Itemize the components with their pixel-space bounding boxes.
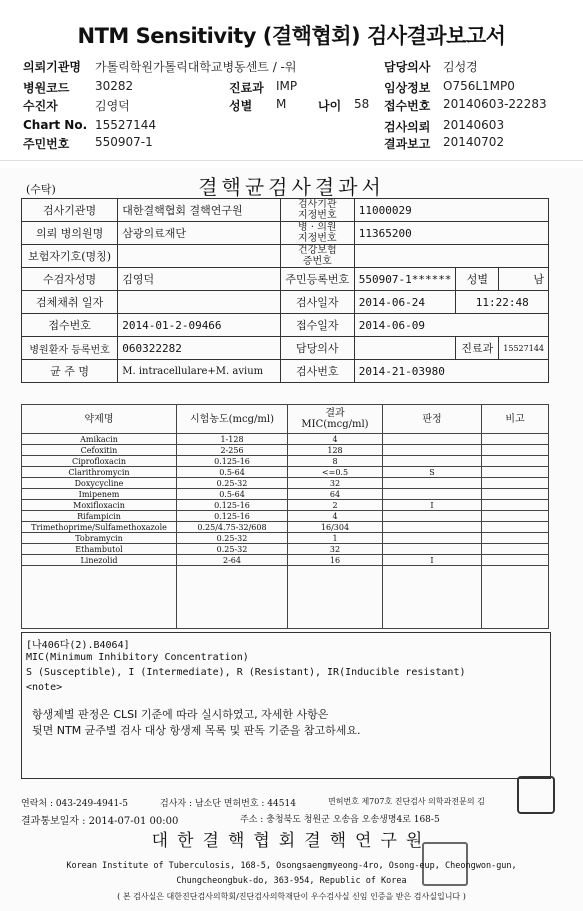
col-drug: 약제명 xyxy=(22,405,177,434)
age-label: 나이 xyxy=(318,99,342,113)
drug-judge xyxy=(383,489,482,500)
drug-judge xyxy=(383,544,482,555)
health-label: 건강보험 증번호 xyxy=(280,245,354,268)
drug-note xyxy=(482,500,549,511)
drug-mic: 8 xyxy=(288,456,383,467)
note-tag: <note> xyxy=(26,682,63,693)
drug-row xyxy=(22,555,549,566)
doctor-cell-value xyxy=(354,337,456,360)
request-value: 20140603 xyxy=(443,118,505,132)
footer-address: 주소 : 충청북도 청원군 오송읍 오송생명4로 168-5 xyxy=(240,815,440,825)
col-note: 비고 xyxy=(482,405,549,434)
agency-no-value: 11000029 xyxy=(354,199,548,222)
drug-row xyxy=(22,467,549,478)
drug-note xyxy=(482,544,549,555)
drug-note xyxy=(482,478,549,489)
drug-row xyxy=(22,500,549,511)
species-value: M. intracellulare+M. avium xyxy=(118,360,281,383)
header-dept xyxy=(229,79,298,96)
header-rrn xyxy=(23,135,153,152)
test-no-value: 2014-21-03980 xyxy=(354,360,548,383)
drug-name: Tobramycin xyxy=(22,533,177,544)
note-line2: 뒷면 NTM 균주별 검사 대상 항생제 목록 및 판독 기준을 참고하세요. xyxy=(32,724,361,737)
drug-conc: 0.5-64 xyxy=(177,467,288,478)
drug-note xyxy=(482,467,549,478)
drug-name: Trimethoprime/Sulfamethoxazole xyxy=(22,522,177,533)
drug-name: Doxycycline xyxy=(22,478,177,489)
agency-no-label: 검사기관 지정번호 xyxy=(280,199,354,222)
drug-name: Amikacin xyxy=(22,434,177,445)
header-clinical xyxy=(384,79,515,96)
drug-mic: 128 xyxy=(288,445,383,456)
drug-note xyxy=(482,445,549,456)
agency-label: 의뢰기관명 xyxy=(23,60,81,74)
doctor-label: 담당의사 xyxy=(384,60,431,74)
patient-value: 김영덕 xyxy=(95,99,130,113)
info-table xyxy=(21,198,549,383)
req-no-label: 병 · 의원 지정번호 xyxy=(280,222,354,245)
collect-label: 검체채취 일자 xyxy=(22,291,118,314)
drug-name: Imipenem xyxy=(22,489,177,500)
drug-name: Rifampicin xyxy=(22,511,177,522)
drug-mic: 16 xyxy=(288,555,383,566)
receipt-value: 20140603-22283 xyxy=(443,97,547,111)
drug-conc: 1-128 xyxy=(177,434,288,445)
drug-mic: 1 xyxy=(288,533,383,544)
footer-org-en2: Chungcheongbuk-do, 363-954, Republic of Korea xyxy=(176,876,407,886)
drug-row xyxy=(22,544,549,555)
header-receipt xyxy=(384,97,547,114)
drug-judge xyxy=(383,522,482,533)
doctor-value: 김성경 xyxy=(443,60,478,74)
sex-cell-value: 남 xyxy=(499,268,549,291)
drug-note xyxy=(482,555,549,566)
drug-conc: 2-64 xyxy=(177,555,288,566)
footer-org-ko: 대한결핵협회결핵연구원 xyxy=(151,831,432,851)
collect-value xyxy=(118,291,281,314)
header-age xyxy=(318,97,370,114)
drug-judge xyxy=(383,434,482,445)
dept-cell-value: 15527144 xyxy=(499,337,549,360)
patient-label: 수진자 xyxy=(23,99,58,113)
clinical-label: 임상정보 xyxy=(384,81,431,95)
clinical-value: O756L1MP0 xyxy=(443,79,515,93)
doctor-cell-label: 담당의사 xyxy=(280,337,354,360)
drug-judge: S xyxy=(383,467,482,478)
header-result xyxy=(384,135,505,152)
drug-judge xyxy=(383,511,482,522)
test-date-label: 검사일자 xyxy=(280,291,354,314)
drug-conc: 0.25/4.75-32/608 xyxy=(177,522,288,533)
dept-value: IMP xyxy=(276,79,298,93)
drug-note xyxy=(482,533,549,544)
drug-mic: 32 xyxy=(288,544,383,555)
test-time-value: 11:22:48 xyxy=(456,291,549,314)
rrn-cell-value: 550907-1****** xyxy=(354,268,456,291)
note-mic: MIC(Minimum Inhibitory Concentration) xyxy=(26,652,249,663)
dept-cell-label: 진료과 xyxy=(456,337,499,360)
drug-judge xyxy=(383,445,482,456)
drug-note xyxy=(482,456,549,467)
rrn-label: 주민번호 xyxy=(23,137,70,151)
seal-stamp xyxy=(517,776,555,814)
drug-row xyxy=(22,533,549,544)
drug-conc: 0.25-32 xyxy=(177,478,288,489)
hosp-reg-value: 060322282 xyxy=(118,337,281,360)
note-line1: 항생제별 판정은 CLSI 기준에 따라 실시하였고, 자세한 사항은 xyxy=(32,708,329,721)
drug-row xyxy=(22,511,549,522)
drug-mic: 2 xyxy=(288,500,383,511)
drug-conc: 0.125-16 xyxy=(177,456,288,467)
col-judge: 판정 xyxy=(383,405,482,434)
receipt-cell-label: 접수번호 xyxy=(22,314,118,337)
agency-cell-value: 대한결핵협회 결핵연구원 xyxy=(118,199,281,222)
drug-name: Clarithromycin xyxy=(22,467,177,478)
footer-contact: 연락처 : 043-249-4941-5 xyxy=(21,799,128,809)
drug-judge: I xyxy=(383,555,482,566)
req-value: 삼광의료재단 xyxy=(118,222,281,245)
sex-label: 성별 xyxy=(229,99,253,113)
scan-title: 결핵균검사결과서 xyxy=(198,175,385,199)
receipt-label: 접수번호 xyxy=(384,99,431,113)
rrn-value: 550907-1 xyxy=(95,135,153,149)
ins-label: 보험자기호(명칭) xyxy=(22,245,118,268)
receipt-date-label: 접수일자 xyxy=(280,314,354,337)
sex-cell-label: 성별 xyxy=(456,268,499,291)
drug-conc: 0.25-32 xyxy=(177,533,288,544)
drug-mic: <=0.5 xyxy=(288,467,383,478)
divider xyxy=(0,160,583,161)
patient-cell-label: 수검자성명 xyxy=(22,268,118,291)
dept-label: 진료과 xyxy=(229,81,264,95)
drug-mic: 4 xyxy=(288,511,383,522)
agency-cell-label: 검사기관명 xyxy=(22,199,118,222)
result-value: 20140702 xyxy=(443,135,505,149)
note-code: [나406다(2).B4064] xyxy=(26,640,130,651)
footer-issue-date: 결과통보일자 : 2014-07-01 00:00 xyxy=(21,816,179,827)
hosp-reg-label: 병원환자 등록번호 xyxy=(22,337,118,360)
header-request xyxy=(384,118,505,135)
agency-value: 가톨릭학원가톨릭대학교병동센트 / -워 xyxy=(95,60,297,74)
drug-row xyxy=(22,434,549,445)
drug-conc: 2-256 xyxy=(177,445,288,456)
species-label: 균 주 명 xyxy=(22,360,118,383)
drug-mic: 4 xyxy=(288,434,383,445)
chart-label: Chart No. xyxy=(23,118,88,132)
header-chart xyxy=(23,118,157,132)
drug-judge xyxy=(383,478,482,489)
header-hospital-code xyxy=(23,79,134,96)
result-label: 결과보고 xyxy=(384,137,431,151)
chart-value: 15527144 xyxy=(95,118,157,132)
sex-value: M xyxy=(276,97,287,111)
patient-cell-value: 김영덕 xyxy=(118,268,281,291)
drug-name: Linezolid xyxy=(22,555,177,566)
drug-conc: 0.125-16 xyxy=(177,511,288,522)
health-value xyxy=(354,245,548,268)
header-sex xyxy=(229,97,287,114)
ins-value xyxy=(118,245,281,268)
drug-mic: 64 xyxy=(288,489,383,500)
drug-conc: 0.25-32 xyxy=(177,544,288,555)
receipt-cell-value: 2014-01-2-09466 xyxy=(118,314,281,337)
test-date-value: 2014-06-24 xyxy=(354,291,456,314)
drug-name: Ethambutol xyxy=(22,544,177,555)
drug-judge xyxy=(383,533,482,544)
col-conc: 시험농도(mcg/ml) xyxy=(177,405,288,434)
drug-table xyxy=(21,404,549,629)
drug-conc: 0.5-64 xyxy=(177,489,288,500)
drug-row xyxy=(22,478,549,489)
drug-judge: I xyxy=(383,500,482,511)
header-agency xyxy=(23,58,297,75)
req-no-value: 11365200 xyxy=(354,222,548,245)
drug-note xyxy=(482,489,549,500)
drug-row xyxy=(22,522,549,533)
drug-filler-row xyxy=(22,566,549,629)
req-label: 의뢰 병의원명 xyxy=(22,222,118,245)
drug-name: Moxifloxacin xyxy=(22,500,177,511)
hospital-code-value: 30282 xyxy=(95,79,134,93)
drug-name: Ciprofloxacin xyxy=(22,456,177,467)
notes-box xyxy=(21,632,551,779)
drug-mic: 16/304 xyxy=(288,522,383,533)
header-doctor xyxy=(384,58,478,75)
age-value: 58 xyxy=(354,97,370,111)
header-patient xyxy=(23,97,130,114)
test-no-label: 검사번호 xyxy=(280,360,354,383)
drug-conc: 0.125-16 xyxy=(177,500,288,511)
report-title: NTM Sensitivity (결핵협회) 검사결과보고서 xyxy=(77,24,506,48)
drug-row xyxy=(22,456,549,467)
copy-tag: (수탁) xyxy=(26,183,56,196)
footer-org-en1: Korean Institute of Tuberculosis, 168-5, Osongsaengmyeong-4ro, Osong-eup, Cheongwon-gun, xyxy=(66,861,517,871)
drug-note xyxy=(482,522,549,533)
drug-row xyxy=(22,489,549,500)
drug-mic: 32 xyxy=(288,478,383,489)
note-legend: S (Susceptible), I (Intermediate), R (Resistant), IR(Inducible resistant) xyxy=(26,667,466,678)
col-mic: 결과 MIC(mcg/ml) xyxy=(288,405,383,434)
footer-examiner: 검사자 : 남소단 면허번호 : 44514 xyxy=(160,799,296,809)
drug-name: Cefoxitin xyxy=(22,445,177,456)
request-label: 검사의뢰 xyxy=(384,120,431,134)
drug-judge xyxy=(383,456,482,467)
drug-note xyxy=(482,434,549,445)
receipt-date-value: 2014-06-09 xyxy=(354,314,548,337)
drug-row xyxy=(22,445,549,456)
footer-license: 면허번호 제707호 진단검사 의학과전문의 김 xyxy=(328,797,485,806)
rrn-cell-label: 주민등록번호 xyxy=(280,268,354,291)
hospital-code-label: 병원코드 xyxy=(23,81,70,95)
drug-note xyxy=(482,511,549,522)
footer-disclaimer: ( 본 검사실은 대한진단검사의학회/진단검사의학재단이 우수검사실 신임 인증을 받은 검사실입니다 ) xyxy=(117,892,466,901)
